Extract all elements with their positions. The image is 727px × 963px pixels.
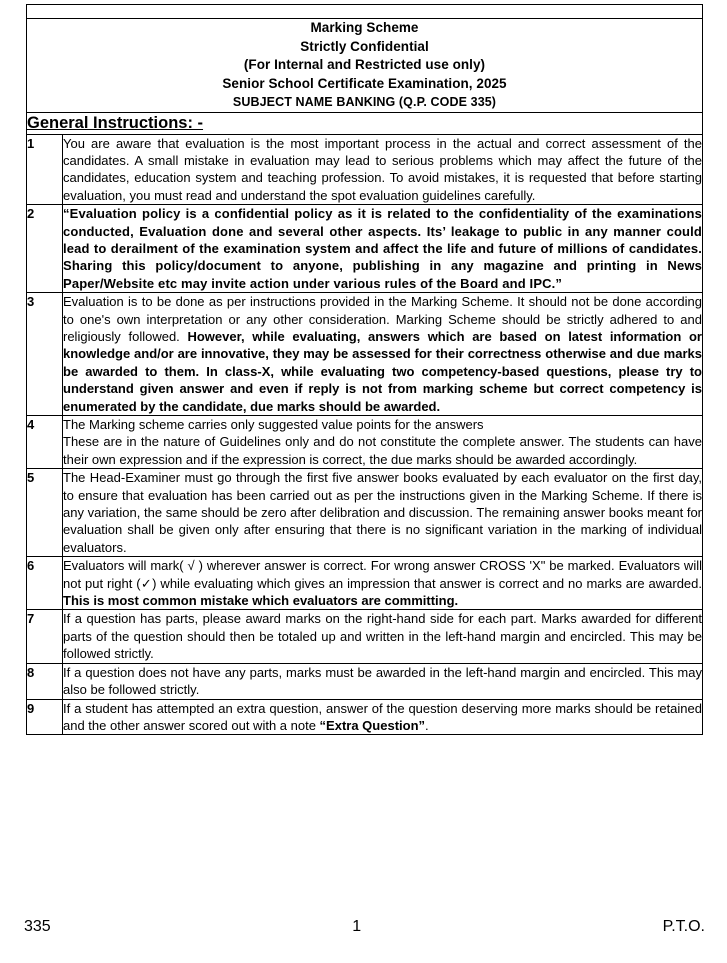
instructions-table [26,4,703,735]
title-strictly-confidential: Strictly Confidential [300,38,429,54]
instruction-number-7: 7 [27,610,63,663]
title-cell [27,19,703,113]
section-heading-cell [27,112,703,134]
table-row [27,469,703,557]
instruction-text-normal: If a student has attempted an extra question, answer of the question deserving more marks should be retained and the other answer scored out with a note [63,700,702,733]
instruction-text-8 [63,663,703,699]
instruction-paragraph [63,700,702,735]
instruction-text-4 [63,416,703,469]
instruction-number-8: 8 [27,663,63,699]
table-row [27,293,703,416]
table-row [27,134,703,205]
title-subject-name: SUBJECT NAME BANKING (Q.P. CODE 335) [232,95,497,109]
instruction-paragraph: You are aware that evaluation is the most important process in the actual and correct assessment of the candidates. A small mistake in evaluation may lead to serious problems which may affect the future of the candidates, education system and teaching profession. To avoid mistakes, it is requested that before starting evaluation, you must read and understand the spot evaluation guidelines carefully. [63,135,702,203]
spacer-cell [27,5,703,19]
instruction-number-1: 1 [27,134,63,205]
table-row [27,610,703,663]
instruction-text-9 [63,699,703,735]
instruction-text-2 [63,205,703,293]
instruction-text-7 [63,610,703,663]
instruction-text-bold: This is most common mistake which evaluators are committing. [63,593,459,609]
instruction-text-6 [63,557,703,610]
instruction-number-3: 3 [27,293,63,416]
instruction-paragraph [63,557,702,609]
instruction-text-bold: “Extra Question” [319,717,426,733]
instruction-paragraph: These are in the nature of Guidelines only and do not constitute the complete answer. The students can have their own expression and if the expression is correct, the due marks should be awarded accordingly. [63,434,702,467]
instruction-number-2: 2 [27,205,63,293]
table-spacer-row [27,5,703,19]
instruction-text-5 [63,469,703,557]
instruction-number-4: 4 [27,416,63,469]
instruction-number-5: 5 [27,469,63,557]
table-row [27,663,703,699]
title-internal-use: (For Internal and Restricted use only) [243,57,486,72]
instruction-paragraph [63,293,702,415]
instruction-paragraph: If a question has parts, please award marks on the right-hand side for each part. Marks awarded for different parts of the question should then be totaled up and written in the left-hand margin and encircled. This may be followed strictly. [63,611,702,662]
instruction-text-1 [63,134,703,205]
title-row [27,19,703,113]
footer-page-number: 1 [352,918,362,935]
section-heading-row [27,112,703,134]
page-footer [24,918,705,936]
instruction-paragraph: The Head-Examiner must go through the first five answer books evaluated by each evaluator on the first day, to ensure that evaluation has been carried out as per the instructions given in the Marking Scheme. If there is any variation, the same should be zero after delibration and discussion. The remaining answer books meant for evaluation shall be given only after ensuring that there is no significant variation in the marking of individual evaluators. [63,470,702,555]
instruction-text-bold: However, while evaluating, answers which are based on latest information or knowledge and/or are innovative, they may be assessed for their correctness otherwise and due marks be awarded to them. In class-X, while evaluating two competency-based questions, please try to understand given answer and even if reply is not from marking scheme but correct competency is enumerated by the candidate, due marks should be awarded. [63,328,702,414]
instruction-text-normal: Evaluation is to be done as per instructions provided in the Marking Scheme. It should not be done according to one's own interpretation or any other consideration. Marking Scheme should be strictly adhered to and religiously followed. [63,294,702,344]
footer-pto: P.T.O. [662,918,705,935]
instruction-paragraph: If a question does not have any parts, marks must be awarded in the left-hand margin and encircled. This may also be followed strictly. [63,664,702,698]
instruction-text-normal: Evaluators will mark( √ ) wherever answer is correct. For wrong answer CROSS 'X" be marked. Evaluators will not put right (✓) while evaluating which gives an impression that answer is correct and no marks are awarded. [63,558,702,591]
instruction-number-6: 6 [27,557,63,610]
instruction-number-9: 9 [27,699,63,735]
table-row [27,416,703,469]
table-row [27,699,703,735]
instruction-text-tail: . [425,717,429,733]
title-examination: Senior School Certificate Examination, 2025 [222,75,507,91]
footer-subject-code: 335 [24,918,51,935]
page-title: General Instructions: - [27,113,204,132]
instruction-paragraph: The Marking scheme carries only suggested value points for the answers [63,417,484,432]
instruction-text-3 [63,293,703,416]
title-marking-scheme: Marking Scheme [310,20,419,35]
instruction-paragraph: “Evaluation policy is a confidential policy as it is related to the confidentiality of the examinations conducted, Evaluation done and several other aspects. Its’ leakage to public in any manner could lead to derailment of the examination system and affect the life and future of millions of candidates. Sharing this policy/document to anyone, publishing in any magazine and printing in News Paper/Website etc may invite action under various rules of the Board and IPC.” [63,206,702,291]
table-row [27,205,703,293]
table-row [27,557,703,610]
